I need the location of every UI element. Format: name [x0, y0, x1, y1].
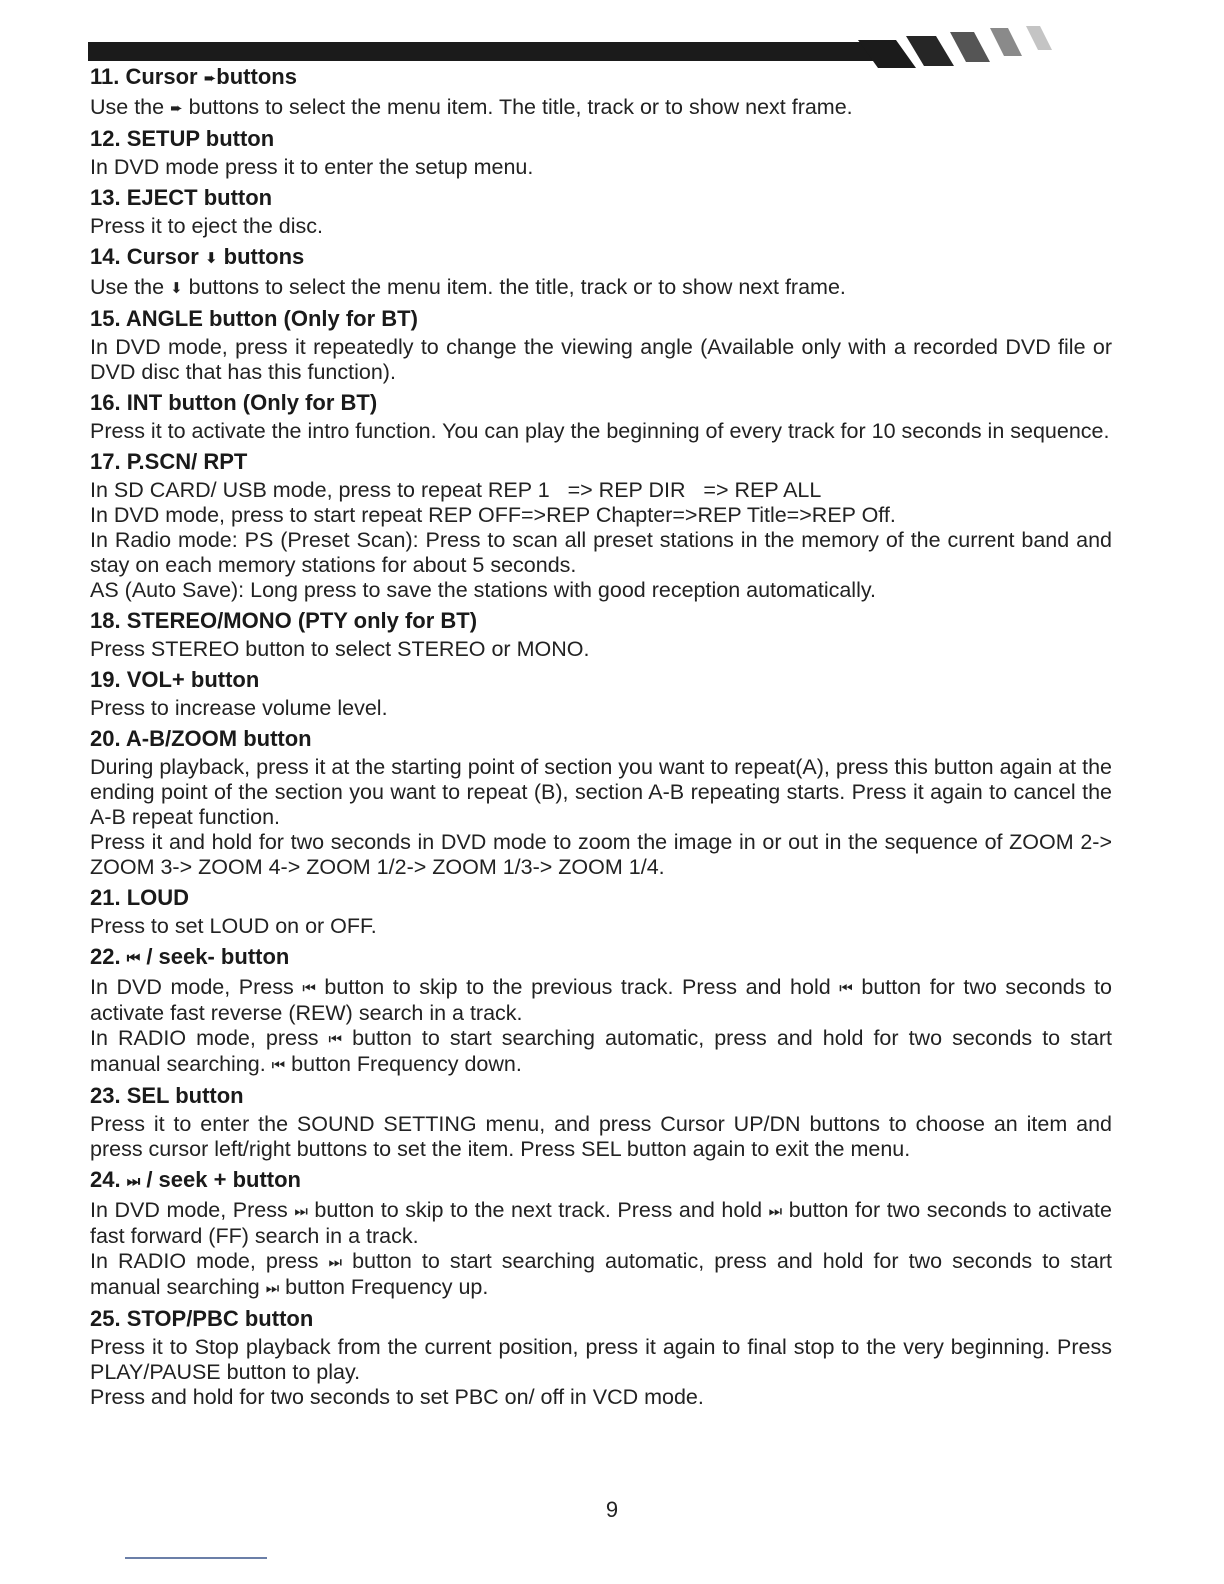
next-track-icon: ⏭ [265, 1280, 280, 1297]
section-heading: 15. ANGLE button (Only for BT) [90, 306, 418, 331]
section-text: Press and hold for two seconds to set PBC on/ off in VCD mode. [90, 1385, 704, 1409]
previous-track-icon: ⏮ [328, 1031, 343, 1048]
section-14 [90, 244, 1112, 301]
section-20 [90, 726, 1112, 880]
right-arrow-icon: ➨ [203, 70, 217, 87]
section-heading: 11. Cursor ➨buttons [90, 64, 1112, 92]
section-21 [90, 885, 1112, 939]
section-16 [90, 390, 1112, 444]
section-heading: 16. INT button (Only for BT) [90, 390, 378, 415]
section-18 [90, 608, 1112, 662]
section-23 [90, 1083, 1112, 1162]
section-text: Use the ⬇ buttons to select the menu item. the title, track or to show next frame. [90, 275, 846, 299]
section-heading: 17. P.SCN/ RPT [90, 449, 248, 474]
section-heading: 12. SETUP button [90, 126, 275, 151]
section-15 [90, 306, 1112, 385]
bottom-rule [125, 1557, 267, 1559]
section-12 [90, 126, 1112, 180]
section-text: In Radio mode: PS (Preset Scan): Press to scan all preset stations in the memory of the current band and stay on each memory stations for about 5 seconds. [90, 528, 1112, 577]
section-13 [90, 185, 1112, 239]
section-25 [90, 1306, 1112, 1410]
section-heading: 25. STOP/PBC button [90, 1306, 314, 1331]
section-text: Press to set LOUD on or OFF. [90, 914, 377, 938]
section-22 [90, 944, 1112, 1078]
section-text: Press it to Stop playback from the current position, press it again to final stop to the very beginning. Press PLAY/PAUSE button to play. [90, 1335, 1112, 1384]
right-arrow-icon: ➨ [170, 100, 183, 117]
section-text: Press to increase volume level. [90, 696, 388, 720]
section-heading: 13. EJECT button [90, 185, 273, 210]
section-text: During playback, press it at the starting point of section you want to repeat(A), press this button again at the ending point of the section you want to repeat (B), section A-B repeating starts. Press it again to cancel the A-B repeat function. [90, 755, 1112, 829]
section-text: Press STEREO button to select STEREO or MONO. [90, 637, 590, 661]
manual-content [90, 60, 1112, 1415]
section-text: Press it to activate the intro function. You can play the beginning of every track for 10 seconds in sequence. [90, 419, 1110, 443]
next-track-icon: ⏭ [126, 1173, 141, 1190]
section-text: Press it to eject the disc. [90, 214, 324, 238]
section-heading: 20. A-B/ZOOM button [90, 726, 312, 751]
next-track-icon: ⏭ [768, 1203, 783, 1220]
down-arrow-icon: ⬇ [170, 280, 183, 297]
section-heading: 24. ⏭ / seek + button [90, 1167, 1112, 1195]
section-text: In DVD mode press it to enter the setup menu. [90, 155, 534, 179]
header-bar [88, 42, 878, 61]
section-11 [90, 64, 1112, 121]
section-heading: 21. LOUD [90, 885, 190, 910]
section-heading: 19. VOL+ button [90, 667, 260, 692]
section-24 [90, 1167, 1112, 1301]
section-text: In DVD mode, Press ⏮ button to skip to the previous track. Press and hold ⏮ button for two seconds to activate fast reverse (REW) search in a track. [90, 975, 1112, 1025]
previous-track-icon: ⏮ [839, 980, 853, 997]
section-17 [90, 449, 1112, 603]
section-text: Press it to enter the SOUND SETTING menu, and press Cursor UP/DN buttons to choose an item and press cursor left/right buttons to set the item. Press SEL button again to exit the menu. [90, 1112, 1112, 1161]
down-arrow-icon: ⬇ [204, 250, 218, 267]
section-19 [90, 667, 1112, 721]
section-heading: 22. ⏮ / seek- button [90, 944, 1112, 972]
section-text: In DVD mode, press it repeatedly to change the viewing angle (Available only with a recorded DVD file or DVD disc that has this function). [90, 335, 1112, 384]
page-number: 9 [605, 1497, 619, 1522]
section-heading: 14. Cursor ⬇ buttons [90, 244, 1112, 272]
section-text: AS (Auto Save): Long press to save the stations with good reception automatically. [90, 578, 876, 602]
section-text: Press it and hold for two seconds in DVD mode to zoom the image in or out in the sequence of ZOOM 2-> ZOOM 3-> ZOOM 4-> ZOOM 1/2-> ZOOM 1/3-> ZOOM 1/4. [90, 830, 1112, 879]
next-track-icon: ⏭ [294, 1203, 308, 1220]
section-text: In DVD mode, Press ⏭ button to skip to the next track. Press and hold ⏭ button for two seconds to activate fast forward (FF) search in a track. [90, 1198, 1112, 1248]
section-text: In DVD mode, press to start repeat REP OFF=>REP Chapter=>REP Title=>REP Off. [90, 503, 896, 527]
previous-track-icon: ⏮ [302, 980, 316, 997]
next-track-icon: ⏭ [328, 1254, 343, 1271]
section-heading: 18. STEREO/MONO (PTY only for BT) [90, 608, 478, 633]
previous-track-icon: ⏮ [271, 1057, 286, 1074]
section-text: In SD CARD/ USB mode, press to repeat REP 1 => REP DIR => REP ALL [90, 478, 822, 502]
section-text: In RADIO mode, press ⏮ button to start searching automatic, press and hold for two seconds to start manual searching. ⏮ button Frequency down. [90, 1026, 1112, 1076]
section-text: In RADIO mode, press ⏭ button to start searching automatic, press and hold for two seconds to start manual searching ⏭ button Frequency up. [90, 1249, 1112, 1299]
section-heading: 23. SEL button [90, 1083, 244, 1108]
section-text: Use the ➨ buttons to select the menu item. The title, track or to show next frame. [90, 95, 853, 119]
previous-track-icon: ⏮ [126, 950, 141, 967]
